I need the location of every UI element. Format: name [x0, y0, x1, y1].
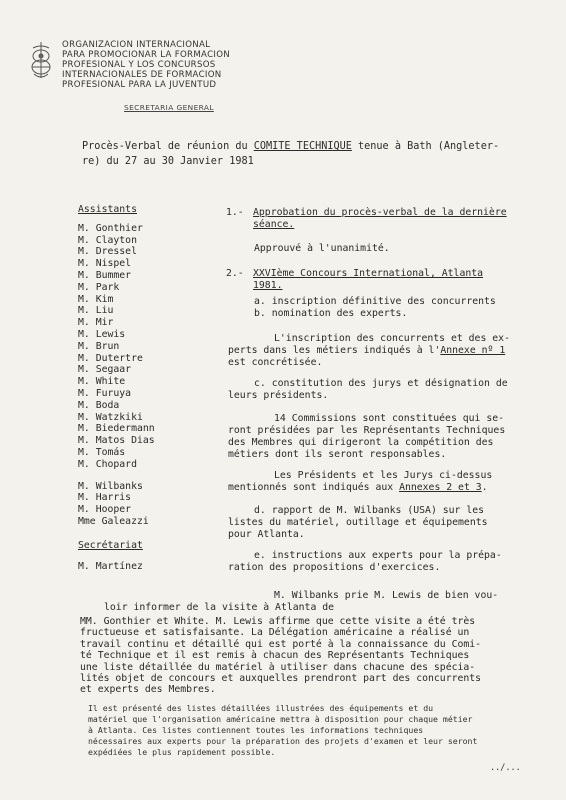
- para-line: ront présidées par les Représentants Techniques: [228, 425, 506, 436]
- item-title: séance.: [253, 219, 295, 230]
- org-line: INTERNACIONALES DE FORMACION: [62, 70, 222, 80]
- organization-emblem-icon: [28, 40, 54, 80]
- attendee: M. Wilbanks: [78, 480, 143, 492]
- attendee: M. Bummer: [78, 269, 132, 281]
- org-line: PARA PROMOCIONAR LA FORMACION: [62, 50, 230, 60]
- para-line: loir informer de la visite à Atlanta de: [104, 602, 335, 613]
- title-suffix: tenue à Bath (Angleter-: [351, 141, 500, 152]
- para-line: M. Wilbanks prie M. Lewis de bien vou-: [274, 590, 499, 601]
- secretariat-member: M. Martínez: [78, 560, 143, 572]
- attendee: M. Liu: [78, 305, 114, 317]
- item-title: XXVIème Concours International, Atlanta: [253, 268, 484, 279]
- attendee: M. Mir: [78, 317, 114, 329]
- sub-item-c: [228, 378, 544, 402]
- attendee: M. Furuya: [78, 387, 132, 399]
- para-line: des Membres qui dirigeront la compétition des: [228, 437, 494, 448]
- attendee: M. Brun: [78, 340, 120, 352]
- footnote-line: matériel que l'organisation américaine mettra à disposition pour chaque métier: [88, 714, 473, 724]
- attendee: M. Gonthier: [78, 222, 143, 234]
- paragraph-commissions: [228, 413, 538, 461]
- sub-item-d-line: d. rapport de M. Wilbanks (USA) sur les: [254, 505, 485, 516]
- attendees-list: [78, 204, 218, 572]
- attendee: M. Kim: [78, 293, 114, 305]
- org-line: PROFESIONAL PARA LA JUVENTUD: [62, 80, 217, 90]
- footnote: [88, 703, 528, 758]
- sub-items-ab: [254, 296, 559, 320]
- secretariat-heading: Secrétariat: [78, 539, 143, 551]
- item1-text: Approuvé à l'unanimité.: [254, 243, 390, 254]
- paragraph-presidents: [228, 470, 538, 494]
- sub-item-c-line: c. constitution des jurys et désignation de: [254, 378, 508, 389]
- attendee: Mme Galeazzi: [78, 515, 149, 527]
- para-line: métiers dont ils seront responsables.: [228, 449, 447, 460]
- para-line: L'inscription des concurrents et des ex-: [274, 333, 510, 344]
- annex-1-ref: Annexe nº 1: [440, 345, 506, 356]
- attendee: M. White: [78, 376, 126, 388]
- org-line: ORGANIZACION INTERNACIONAL: [62, 40, 211, 50]
- attendee: M. Nispel: [78, 258, 132, 270]
- attendee: M. Hooper: [78, 504, 132, 516]
- footnote-line: à Atlanta. Ces listes contiennent toutes les informations techniques: [88, 725, 424, 735]
- footnote-line: nécessaires aux experts pour la préparation des projets d'examen et leur seront: [88, 736, 478, 746]
- page-continuation-mark: ../...: [490, 763, 521, 773]
- attendee: M. Dutertre: [78, 352, 143, 364]
- attendee: M. Matos Dias: [78, 435, 155, 447]
- para-line: lités objet de concours et auxquelles prendront part des concurrents: [80, 673, 482, 685]
- attendee: M. Lewis: [78, 328, 126, 340]
- para-line: 14 Commissions sont constituées qui se-: [274, 413, 505, 424]
- secretaria-general-label: SECRETARIA GENERAL: [124, 103, 214, 112]
- sub-item-d-line: listes du matériel, outillage et équipements: [228, 517, 488, 528]
- para-line: est concrétisée.: [228, 357, 323, 368]
- attendee: M. Segaar: [78, 364, 132, 376]
- title-committee: COMITE TECHNIQUE: [253, 141, 352, 152]
- para-line: MM. Gonthier et White. M. Lewis affirme que cette visite a été très: [80, 616, 476, 627]
- footnote-line: Il est présenté des listes détaillées illustrées des équipements et du: [88, 703, 434, 713]
- attendee: M. Chopard: [78, 458, 137, 470]
- attendee: M. Park: [78, 281, 120, 293]
- para-line: Les Présidents et les Jurys ci-dessus: [274, 470, 493, 481]
- sub-item-b: b. nomination des experts.: [254, 308, 408, 319]
- attendee: M. Clayton: [78, 234, 137, 246]
- para-line: une liste détaillée du matériel à utiliser dans chacune des spécia-: [80, 661, 476, 673]
- footnote-line: expédiées le plus rapidement possible.: [88, 747, 276, 757]
- attendee: M. Harris: [78, 492, 132, 504]
- sub-item-e-line: e. instructions aux experts pour la prépa-: [254, 550, 502, 561]
- agenda-item-1: [226, 207, 531, 231]
- attendee: M. Boda: [78, 399, 120, 411]
- document-title: [82, 139, 522, 169]
- title-line2: re) du 27 au 30 Janvier 1981: [82, 156, 254, 167]
- paragraph-inscription: [228, 333, 538, 369]
- attendee: M. Tomás: [78, 446, 126, 458]
- annex-2-3-ref: Annexes 2 et 3: [399, 482, 482, 493]
- sub-item-d: [228, 505, 544, 541]
- assistants-heading: Assistants: [78, 204, 137, 215]
- item-title: 1981.: [253, 280, 283, 291]
- para-line: fructueuse et satisfaisante. La Délégation américaine a réalisé un: [80, 627, 470, 639]
- item-number: 2.-: [226, 268, 244, 279]
- attendee: M. Dressel: [78, 246, 137, 258]
- sub-item-c-line: leurs présidents.: [228, 390, 329, 401]
- paragraph-delegation: [80, 616, 540, 696]
- sub-item-d-line: pour Atlanta.: [228, 529, 305, 540]
- attendee: M. Watzkiki: [78, 411, 143, 423]
- para-line: té Technique et il est remis à chacun des Représentants Techniques: [80, 650, 470, 662]
- organization-name: [62, 40, 302, 90]
- attendee: M. Biedermann: [78, 423, 155, 435]
- sub-item-a: a. inscription définitive des concurrents: [254, 296, 496, 307]
- sub-item-e-line: ration des propositions d'exercices.: [228, 562, 441, 573]
- item-number: 1.-: [226, 207, 244, 218]
- para-line: mentionnés sont indiqués aux Annexes 2 et 3.: [228, 482, 488, 493]
- agenda-item-2: [226, 268, 531, 292]
- para-line: et experts des Membres.: [80, 684, 216, 696]
- para-line: perts dans les métiers indiqués à l'Annexe nº 1: [228, 345, 506, 356]
- item-title: Approbation du procès-verbal de la dernière: [253, 207, 507, 218]
- sub-item-e: [228, 550, 544, 574]
- title-prefix: Procès-Verbal de réunion du: [82, 141, 254, 152]
- para-line: travail continu et détaillé qui est porté à la connaissance du Comi-: [80, 638, 482, 650]
- org-line: PROFESIONAL Y LOS CONCURSOS: [62, 60, 216, 70]
